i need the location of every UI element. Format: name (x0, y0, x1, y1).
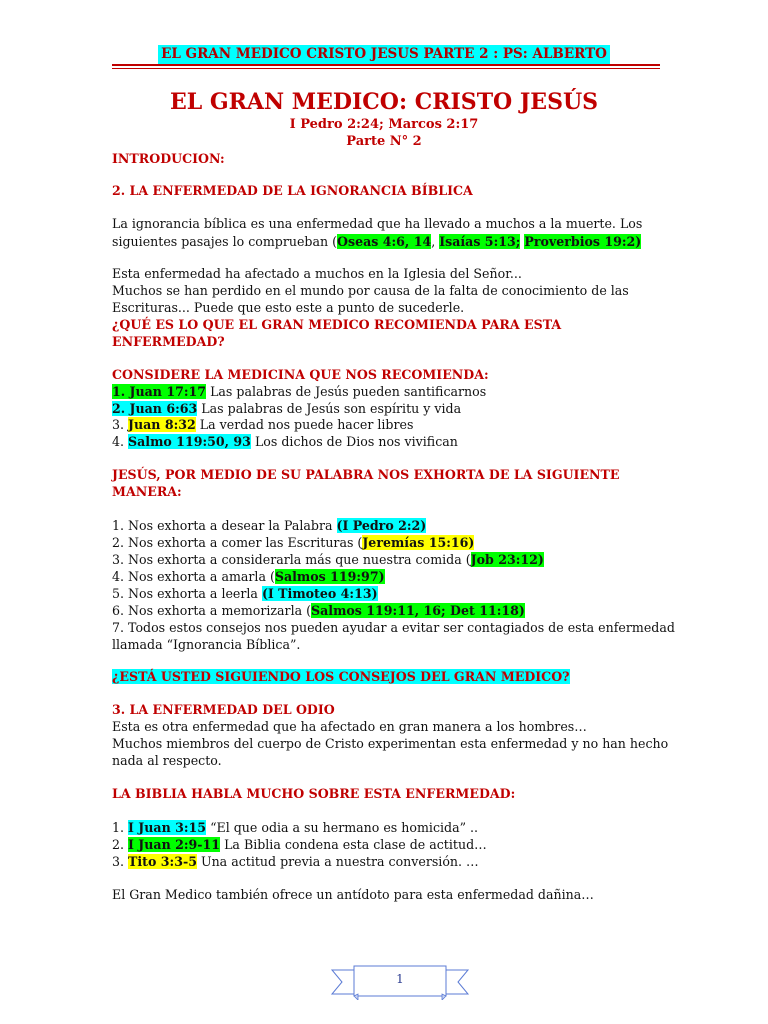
separator: , (431, 234, 440, 249)
verse-ref: Salmos 119:97) (274, 569, 385, 584)
list-item (112, 819, 672, 836)
ref-isaias: Isaías 5:13; (439, 234, 521, 249)
paragraph-1-line-2 (112, 233, 672, 250)
item-text: Las palabras de Jesús son espíritu y vida (197, 401, 462, 416)
item-prefix: 3. (112, 417, 129, 432)
ref-proverbios: Proverbios 19:2) (524, 234, 642, 249)
list-item (112, 400, 672, 417)
document-title: EL GRAN MEDICO: CRISTO JESÚS (169, 89, 599, 115)
verse-ref: Salmo 119:50, 93 (128, 434, 251, 449)
item-text: 1. Nos exhorta a desear la Palabra (112, 518, 337, 533)
list-item (112, 551, 672, 568)
bible-heading: LA BIBLIA HABLA MUCHO SOBRE ESTA ENFERMEDAD: (112, 786, 516, 801)
verse-ref: (I Pedro 2:2) (336, 518, 427, 533)
item-text: La Biblia condena esta clase de actitud… (220, 837, 487, 852)
section-2-heading: 2. LA ENFERMEDAD DE LA IGNORANCIA BÍBLICA (112, 183, 473, 198)
question-2 (112, 668, 672, 685)
verse-ref: (I Timoteo 4:13) (261, 586, 378, 601)
part-number: Parte N° 2 (346, 134, 422, 149)
item-text: “El que odia a su hermano es homicida” .. (206, 820, 479, 835)
question-2-text: ¿ESTÁ USTED SIGUIENDO LOS CONSEJOS DEL GRAN MEDICO? (112, 669, 570, 684)
list-item (112, 568, 672, 585)
medicine-heading: CONSIDERE LA MEDICINA QUE NOS RECOMIENDA: (112, 367, 489, 382)
paragraph-3-line-3: nada al respecto. (112, 753, 222, 768)
list-item (112, 383, 672, 400)
verse-ref: Tito 3:3-5 (128, 854, 197, 869)
list-item (112, 853, 672, 870)
paragraph-1-text: siguientes pasajes lo comprueban ( (112, 234, 338, 249)
item-text: Una actitud previa a nuestra conversión. … (196, 854, 479, 869)
list-item (112, 433, 672, 450)
question-1-line-1: ¿QUÉ ES LO QUE EL GRAN MEDICO RECOMIENDA PARA ESTA (112, 317, 562, 332)
header-rule (112, 64, 660, 66)
jesus-heading-line-2: MANERA: (112, 484, 182, 499)
item-text: 3. Nos exhorta a considerarla más que nuestra comida ( (112, 552, 471, 567)
item-text: La verdad nos puede hacer libres (195, 417, 414, 432)
ref-oseas: Oseas 4:6, 14 (337, 234, 432, 249)
list-item (112, 836, 672, 853)
page-number-ribbon (330, 964, 470, 1000)
paragraph-2-line-2: Muchos se han perdido en el mundo por causa de la falta de conocimiento de las (112, 283, 629, 298)
verse-ref: Juan 8:32 (128, 417, 196, 432)
page-header (0, 43, 768, 64)
item-text: Las palabras de Jesús pueden santificarnos (206, 384, 487, 399)
scripture-refs: I Pedro 2:24; Marcos 2:17 (289, 117, 479, 132)
verse-ref: Jeremías 15:16) (362, 535, 475, 550)
item-prefix: 2. (112, 837, 129, 852)
section-3-heading: 3. LA ENFERMEDAD DEL ODIO (112, 702, 335, 717)
paragraph-3-line-2: Muchos miembros del cuerpo de Cristo experimentan esta enfermedad y no han hecho (112, 736, 669, 751)
item-text: 5. Nos exhorta a leerla (112, 586, 262, 601)
paragraph-3-line-1: Esta es otra enfermedad que ha afectado en gran manera a los hombres… (112, 719, 587, 734)
verse-ref: I Juan 3:15 (128, 820, 207, 835)
item-text: 6. Nos exhorta a memorizarla ( (112, 603, 312, 618)
verse-ref: Job 23:12) (470, 552, 544, 567)
paragraph-2-line-3: Escrituras... Puede que esto este a punto de sucederle. (112, 300, 465, 315)
list-item (112, 517, 672, 534)
list-item (112, 416, 672, 433)
page-number: 1 (396, 972, 404, 986)
list-item (112, 602, 672, 619)
item-prefix: 4. (112, 434, 129, 449)
header-text: EL GRAN MEDICO CRISTO JESUS PARTE 2 : PS: ALBERTO (158, 45, 610, 64)
verse-ref: I Juan 2:9-11 (128, 837, 221, 852)
item-text: 2. Nos exhorta a comer las Escrituras ( (112, 535, 363, 550)
question-1-line-2: ENFERMEDAD? (112, 334, 225, 349)
closing-line: El Gran Medico también ofrece un antídoto para esta enfermedad dañina… (112, 887, 594, 902)
paragraph-2-line-1: Esta enfermedad ha afectado a muchos en la Iglesia del Señor... (112, 266, 522, 281)
jesus-heading-line-1: JESÚS, POR MEDIO DE SU PALABRA NOS EXHORTA DE LA SIGUIENTE (112, 467, 620, 482)
paragraph-7-line-1: 7. Todos estos consejos nos pueden ayudar a evitar ser contagiados de esta enfermedad (112, 620, 675, 635)
item-text: Los dichos de Dios nos vivifican (250, 434, 458, 449)
item-text: 4. Nos exhorta a amarla ( (112, 569, 275, 584)
verse-ref: Salmos 119:11, 16; Det 11:18) (311, 603, 525, 618)
list-item (112, 534, 672, 551)
verse-ref: 2. Juan 6:63 (112, 401, 198, 416)
header-rule-thin (112, 68, 660, 69)
item-prefix: 1. (112, 820, 129, 835)
item-prefix: 3. (112, 854, 129, 869)
intro-heading: INTRODUCION: (112, 151, 225, 166)
verse-ref: 1. Juan 17:17 (112, 384, 207, 399)
list-item (112, 585, 672, 602)
paragraph-1-line-1: La ignorancia bíblica es una enfermedad que ha llevado a muchos a la muerte. Los (112, 216, 643, 231)
paragraph-7-line-2: llamada “Ignorancia Bíblica”. (112, 637, 301, 652)
